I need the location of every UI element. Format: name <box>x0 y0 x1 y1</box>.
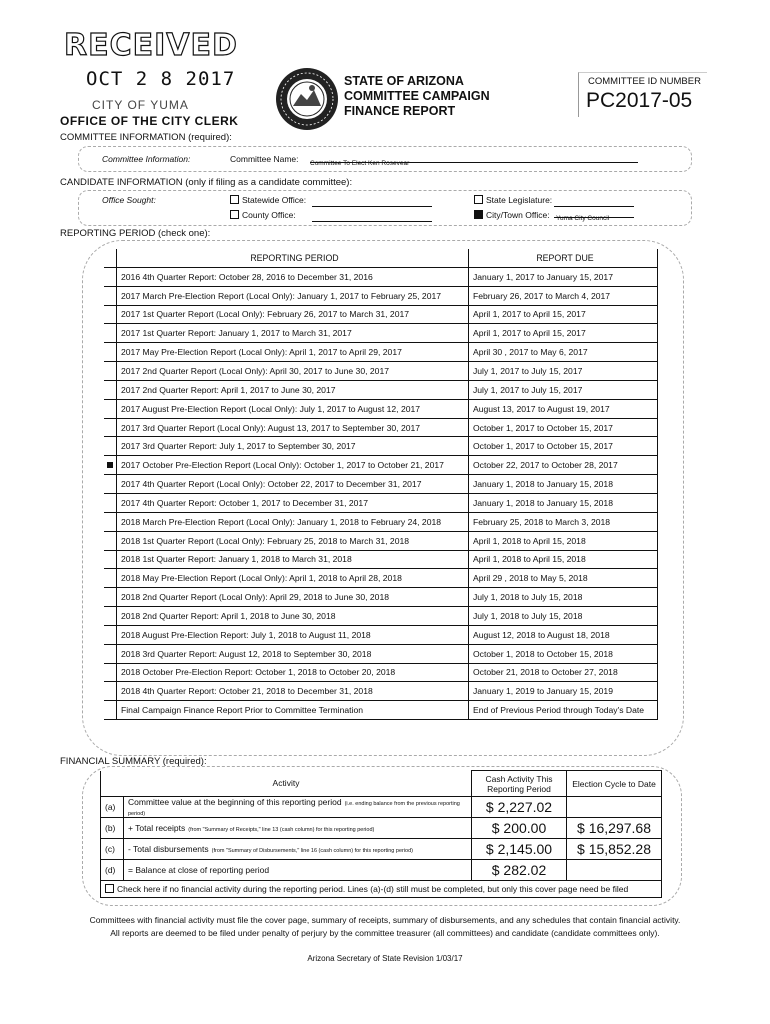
report-due-text: October 1, 2018 to October 15, 2018 <box>468 644 657 663</box>
reporting-period-row[interactable] <box>104 625 658 644</box>
legislature-label: State Legislature: <box>486 195 553 205</box>
reporting-period-checkbox[interactable] <box>104 607 117 626</box>
committee-name-label: Committee Name: <box>230 154 299 164</box>
reporting-period-text: 2018 3rd Quarter Report: August 12, 2018 to September 30, 2018 <box>117 644 469 663</box>
report-due-text: January 1, 2018 to January 15, 2018 <box>468 493 657 512</box>
office-sought-label: Office Sought: <box>102 195 156 205</box>
reporting-period-text: 2017 1st Quarter Report: January 1, 2017 to March 31, 2017 <box>117 324 469 343</box>
reporting-period-checkbox[interactable] <box>104 362 117 381</box>
reporting-period-row[interactable] <box>104 267 658 286</box>
county-office-option[interactable] <box>230 210 296 220</box>
activity-cell <box>124 860 472 881</box>
reporting-period-row[interactable] <box>104 324 658 343</box>
city-town-office-option[interactable] <box>474 210 550 220</box>
report-due-text: February 25, 2018 to March 3, 2018 <box>468 512 657 531</box>
col-election-cycle: Election Cycle to Date <box>567 771 662 797</box>
county-checkbox[interactable] <box>230 210 239 219</box>
reporting-period-checkbox[interactable] <box>104 644 117 663</box>
reporting-period-checkbox[interactable] <box>104 267 117 286</box>
report-due-text: April 29 , 2018 to May 5, 2018 <box>468 569 657 588</box>
legislature-checkbox[interactable] <box>474 195 483 204</box>
reporting-period-row[interactable] <box>104 493 658 512</box>
reporting-period-checkbox[interactable] <box>104 512 117 531</box>
line-letter: (c) <box>101 839 124 860</box>
report-due-text: July 1, 2017 to July 15, 2017 <box>468 362 657 381</box>
form-title-line3: FINANCE REPORT <box>344 104 456 118</box>
reporting-period-row[interactable] <box>104 380 658 399</box>
report-due-text: April 30 , 2017 to May 6, 2017 <box>468 343 657 362</box>
cash-activity-value[interactable]: $ 2,227.02 <box>472 797 567 818</box>
reporting-period-text: 2017 2nd Quarter Report: April 1, 2017 to June 30, 2017 <box>117 380 469 399</box>
reporting-period-row[interactable] <box>104 456 658 475</box>
financial-summary-row <box>101 839 662 860</box>
stamp-office: OFFICE OF THE CITY CLERK <box>60 114 239 128</box>
candidate-info-heading: CANDIDATE INFORMATION (only if filing as a candidate committee): <box>60 177 353 188</box>
reporting-period-text: 2018 August Pre-Election Report: July 1, 2018 to August 11, 2018 <box>117 625 469 644</box>
activity-cell <box>124 797 472 818</box>
cash-activity-value[interactable]: $ 200.00 <box>472 818 567 839</box>
activity-label: + Total receipts <box>128 823 186 833</box>
activity-label: - Total disbursements <box>128 844 209 854</box>
no-activity-checkbox[interactable] <box>105 884 114 893</box>
reporting-period-text: 2017 2nd Quarter Report (Local Only): April 30, 2017 to June 30, 2017 <box>117 362 469 381</box>
reporting-period-text: 2017 4th Quarter Report: October 1, 2017 to December 31, 2017 <box>117 493 469 512</box>
financial-summary-heading: FINANCIAL SUMMARY (required): <box>60 756 207 767</box>
committee-id-value[interactable]: PC2017-05 <box>586 89 693 112</box>
reporting-period-text: 2017 4th Quarter Report (Local Only): October 22, 2017 to December 31, 2017 <box>117 475 469 494</box>
reporting-period-text: 2017 3rd Quarter Report: July 1, 2017 to September 30, 2017 <box>117 437 469 456</box>
reporting-period-checkbox[interactable] <box>104 550 117 569</box>
report-due-text: October 22, 2017 to October 28, 2017 <box>468 456 657 475</box>
financial-summary-row <box>101 860 662 881</box>
col-activity: Activity <box>101 771 472 797</box>
election-cycle-value[interactable]: $ 16,297.68 <box>567 818 662 839</box>
financial-summary-row <box>101 818 662 839</box>
reporting-period-text: 2017 1st Quarter Report (Local Only): February 26, 2017 to March 31, 2017 <box>117 305 469 324</box>
city-town-checkbox[interactable] <box>474 210 483 219</box>
report-due-text: October 1, 2017 to October 15, 2017 <box>468 437 657 456</box>
reporting-period-text: 2018 1st Quarter Report (Local Only): February 25, 2018 to March 31, 2018 <box>117 531 469 550</box>
reporting-period-checkbox[interactable] <box>104 663 117 682</box>
reporting-period-text: 2017 August Pre-Election Report (Local Only): July 1, 2017 to August 12, 2017 <box>117 399 469 418</box>
reporting-period-row[interactable] <box>104 418 658 437</box>
reporting-period-checkbox[interactable] <box>104 380 117 399</box>
line-letter: (d) <box>101 860 124 881</box>
reporting-period-text: 2018 May Pre-Election Report (Local Only): April 1, 2018 to April 28, 2018 <box>117 569 469 588</box>
reporting-period-checkbox[interactable] <box>104 343 117 362</box>
reporting-period-row[interactable] <box>104 399 658 418</box>
footer-note-line1: Committees with financial activity must file the cover page, summary of receipts, summary of disbursements, and any schedules that contain financial activity. <box>89 915 681 925</box>
activity-note: (from "Summary of Disbursements," line 16 (cash column) for this reporting period) <box>211 848 414 854</box>
no-activity-text: Check here if no financial activity during the reporting period. Lines (a)-(d) still must be completed, but only this cover page need be filed <box>117 884 629 894</box>
report-due-text: July 1, 2017 to July 15, 2017 <box>468 380 657 399</box>
report-due-text: October 21, 2018 to October 27, 2018 <box>468 663 657 682</box>
committee-info-heading: COMMITTEE INFORMATION (required): <box>60 132 232 143</box>
reporting-period-text: 2018 1st Quarter Report: January 1, 2018 to March 31, 2018 <box>117 550 469 569</box>
reporting-period-row[interactable] <box>104 588 658 607</box>
election-cycle-value[interactable] <box>567 860 662 881</box>
activity-label: = Balance at close of reporting period <box>128 865 270 875</box>
committee-info-label: Committee Information: <box>102 154 191 164</box>
activity-cell <box>124 839 472 860</box>
checkbox-col-header <box>104 249 117 267</box>
reporting-period-checkbox[interactable] <box>104 475 117 494</box>
election-cycle-value[interactable]: $ 15,852.28 <box>567 839 662 860</box>
reporting-period-text: 2016 4th Quarter Report: October 28, 2016 to December 31, 2016 <box>117 267 469 286</box>
reporting-period-text: 2018 2nd Quarter Report: April 1, 2018 to June 30, 2018 <box>117 607 469 626</box>
received-stamp: RECEIVED <box>64 28 238 63</box>
reporting-period-row[interactable] <box>104 286 658 305</box>
reporting-period-row[interactable] <box>104 343 658 362</box>
reporting-period-row[interactable] <box>104 531 658 550</box>
reporting-period-checkbox[interactable] <box>104 437 117 456</box>
reporting-period-text: 2018 2nd Quarter Report (Local Only): April 29, 2018 to June 30, 2018 <box>117 588 469 607</box>
col-report-due: REPORT DUE <box>468 249 657 267</box>
line-letter: (b) <box>101 818 124 839</box>
report-due-text: April 1, 2017 to April 15, 2017 <box>468 305 657 324</box>
report-due-text: January 1, 2018 to January 15, 2018 <box>468 475 657 494</box>
cash-activity-value[interactable]: $ 2,145.00 <box>472 839 567 860</box>
committee-id-label: COMMITTEE ID NUMBER <box>588 76 701 87</box>
statewide-office-option[interactable] <box>230 195 306 205</box>
committee-name-field[interactable] <box>310 150 638 167</box>
reporting-period-checkbox[interactable] <box>104 456 117 475</box>
reporting-period-row[interactable] <box>104 437 658 456</box>
reporting-period-text: 2017 March Pre-Election Report (Local Only): January 1, 2017 to February 25, 2017 <box>117 286 469 305</box>
statewide-office-field[interactable] <box>312 194 432 207</box>
report-due-text: July 1, 2018 to July 15, 2018 <box>468 588 657 607</box>
reporting-period-row[interactable] <box>104 663 658 682</box>
county-office-field[interactable] <box>312 209 432 222</box>
city-town-value: Yuma City Council <box>556 215 610 222</box>
committee-name-value: Committee To Elect Ken Rosevear <box>310 160 410 167</box>
footer-note-line2: All reports are deemed to be filed under penalty of perjury by the committee treasurer (all committees) and candidate (candidate committees only). <box>110 928 660 938</box>
form-title-line2: COMMITTEE CAMPAIGN <box>344 89 490 103</box>
reporting-period-text: 2017 May Pre-Election Report (Local Only): April 1, 2017 to April 29, 2017 <box>117 343 469 362</box>
reporting-period-row[interactable] <box>104 512 658 531</box>
statewide-label: Statewide Office: <box>242 195 307 205</box>
financial-summary-row <box>101 797 662 818</box>
reporting-period-heading: REPORTING PERIOD (check one): <box>60 228 211 239</box>
report-due-text: April 1, 2017 to April 15, 2017 <box>468 324 657 343</box>
no-activity-option[interactable] <box>100 880 662 898</box>
reporting-period-row[interactable] <box>104 550 658 569</box>
report-due-text: February 26, 2017 to March 4, 2017 <box>468 286 657 305</box>
report-due-text: April 1, 2018 to April 15, 2018 <box>468 531 657 550</box>
activity-note: (from "Summary of Receipts," line 13 (cash column) for this reporting period) <box>188 827 375 833</box>
reporting-period-checkbox[interactable] <box>104 588 117 607</box>
report-due-text: August 13, 2017 to August 19, 2017 <box>468 399 657 418</box>
reporting-period-row[interactable] <box>104 475 658 494</box>
report-due-text: January 1, 2019 to January 15, 2019 <box>468 682 657 701</box>
reporting-period-text: 2018 October Pre-Election Report: October 1, 2018 to October 20, 2018 <box>117 663 469 682</box>
reporting-period-row[interactable] <box>104 569 658 588</box>
reporting-period-text: Final Campaign Finance Report Prior to Committee Termination <box>117 701 469 720</box>
reporting-period-checkbox[interactable] <box>104 701 117 720</box>
reporting-period-row[interactable] <box>104 682 658 701</box>
activity-cell <box>124 818 472 839</box>
cash-activity-value[interactable]: $ 282.02 <box>472 860 567 881</box>
city-town-label: City/Town Office: <box>486 210 550 220</box>
activity-note: (i.e. ending balance from the previous reporting period) <box>128 801 460 817</box>
reporting-period-row[interactable] <box>104 305 658 324</box>
reporting-period-row[interactable] <box>104 701 658 720</box>
reporting-period-checkbox[interactable] <box>104 286 117 305</box>
state-seal-icon <box>274 66 340 132</box>
statewide-checkbox[interactable] <box>230 195 239 204</box>
reporting-period-checkbox[interactable] <box>104 531 117 550</box>
state-legislature-option[interactable] <box>474 195 552 205</box>
report-due-text: April 1, 2018 to April 15, 2018 <box>468 550 657 569</box>
report-due-text: July 1, 2018 to July 15, 2018 <box>468 607 657 626</box>
revision-note: Arizona Secretary of State Revision 1/03/17 <box>307 954 463 963</box>
reporting-period-checkbox[interactable] <box>104 682 117 701</box>
reporting-period-checkbox[interactable] <box>104 324 117 343</box>
city-town-office-field[interactable] <box>554 205 634 222</box>
report-due-text: October 1, 2017 to October 15, 2017 <box>468 418 657 437</box>
reporting-period-checkbox[interactable] <box>104 418 117 437</box>
checked-mark-icon <box>107 462 113 468</box>
financial-summary-table <box>100 770 662 881</box>
report-due-text: January 1, 2017 to January 15, 2017 <box>468 267 657 286</box>
election-cycle-value[interactable] <box>567 797 662 818</box>
reporting-period-checkbox[interactable] <box>104 399 117 418</box>
county-label: County Office: <box>242 210 296 220</box>
col-cash-activity: Cash Activity This Reporting Period <box>472 771 567 797</box>
stamp-city: CITY OF YUMA <box>92 98 189 112</box>
form-title-line1: STATE OF ARIZONA <box>344 74 464 88</box>
report-due-text: End of Previous Period through Today's Date <box>468 701 657 720</box>
reporting-period-checkbox[interactable] <box>104 493 117 512</box>
reporting-period-checkbox[interactable] <box>104 569 117 588</box>
received-date: OCT 2 8 2017 <box>86 68 236 90</box>
col-reporting-period: REPORTING PERIOD <box>117 249 469 267</box>
reporting-period-row[interactable] <box>104 607 658 626</box>
reporting-period-row[interactable] <box>104 644 658 663</box>
reporting-period-text: 2017 3rd Quarter Report (Local Only): August 13, 2017 to September 30, 2017 <box>117 418 469 437</box>
reporting-period-checkbox[interactable] <box>104 305 117 324</box>
reporting-period-row[interactable] <box>104 362 658 381</box>
activity-label: Committee value at the beginning of this reporting period <box>128 797 342 807</box>
line-letter: (a) <box>101 797 124 818</box>
reporting-period-text: 2018 March Pre-Election Report (Local Only): January 1, 2018 to February 24, 2018 <box>117 512 469 531</box>
reporting-period-checkbox[interactable] <box>104 625 117 644</box>
report-due-text: August 12, 2018 to August 18, 2018 <box>468 625 657 644</box>
reporting-period-text: 2018 4th Quarter Report: October 21, 2018 to December 31, 2018 <box>117 682 469 701</box>
reporting-period-table <box>104 249 658 720</box>
reporting-period-text: 2017 October Pre-Election Report (Local Only): October 1, 2017 to October 21, 2017 <box>117 456 469 475</box>
